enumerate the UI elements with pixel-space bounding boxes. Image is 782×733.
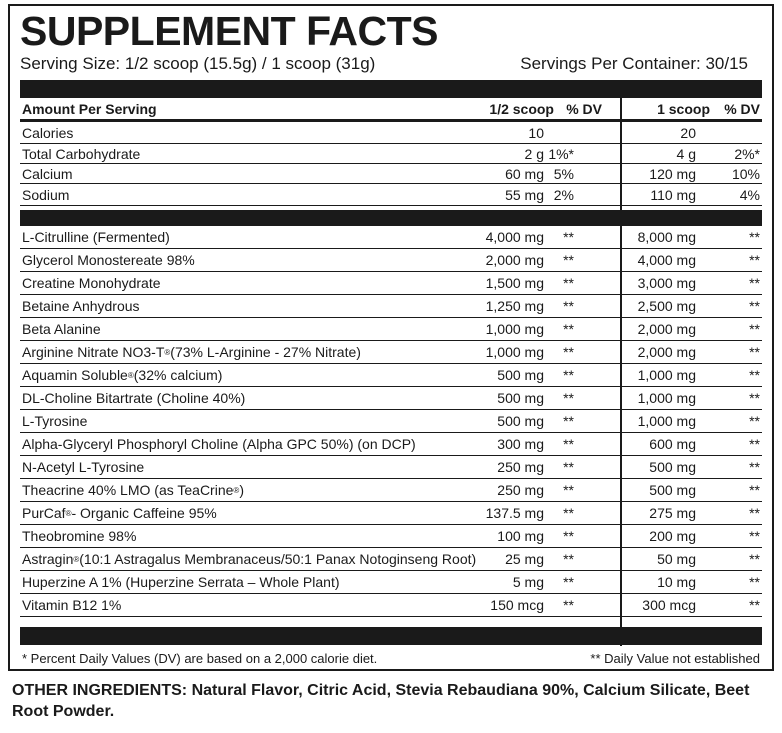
cell-half: 250 mg [497,459,544,475]
cell-name: Alpha-Glyceryl Phosphoryl Choline (Alpha GPC 50%) (on DCP) [22,436,416,452]
cell-name: Calcium [22,165,73,182]
cell-half: 5 mg [512,574,544,590]
table-row [20,433,762,456]
cell-one: 50 mg [657,551,696,567]
cell-half: 60 mg [505,165,544,182]
cell-name: Creatine Monohydrate [22,275,161,291]
cell-one: 300 mcg [642,597,696,613]
cell-one-dv: ** [749,367,760,383]
header-one-dv: % DV [724,100,760,117]
table-row [20,164,762,184]
cell-one: 2,000 mg [637,344,696,360]
table-row [20,122,762,144]
table-row [20,410,762,433]
cell-name: Vitamin B12 1% [22,597,122,613]
cell-half-dv: ** [563,459,574,475]
cell-one-dv: 4% [739,186,760,203]
header-amount: Amount Per Serving [22,100,157,117]
cell-one: 110 mg [650,186,696,203]
cell-name: Betaine Anhydrous [22,298,140,314]
table-row [20,571,762,594]
cell-name: Calories [22,124,74,141]
cell-half: 1,250 mg [485,298,544,314]
cell-one-dv: ** [749,597,760,613]
cell-name: Total Carbohydrate [22,145,141,162]
serving-size: Serving Size: 1/2 scoop (15.5g) / 1 scoop (31g) [20,54,376,73]
cell-one-dv: ** [749,298,760,314]
cell-name: Beta Alanine [22,321,101,337]
cell-one: 1,000 mg [637,413,696,429]
cell-half-dv: ** [563,229,574,245]
cell-one-dv: ** [749,551,760,567]
cell-half: 100 mg [497,528,544,544]
cell-half-dv: 1%* [548,145,574,162]
cell-one: 275 mg [649,505,696,521]
cell-one-dv: ** [749,390,760,406]
cell-half-dv: ** [563,252,574,268]
cell-half: 1,000 mg [485,344,544,360]
table-row [20,272,762,295]
cell-one: 600 mg [649,436,696,452]
header-one-scoop: 1 scoop [657,100,710,117]
other-ingredients: OTHER INGREDIENTS: Natural Flavor, Citric Acid, Stevia Rebaudiana 90%, Calcium Silicate, Beet Root Powder. [12,682,750,720]
cell-half-dv: ** [563,367,574,383]
cell-half-dv: ** [563,321,574,337]
table-row [20,594,762,617]
divider-bar-bottom [20,627,762,645]
cell-half: 1,500 mg [485,275,544,291]
header-half-scoop: 1/2 scoop [489,100,554,117]
cell-name: Astragin ® (10:1 Astragalus Membranaceus/50:1 Panax Notoginseng Root) [22,551,477,567]
header-half-dv: % DV [566,100,602,117]
cell-half-dv: ** [563,482,574,498]
cell-one: 500 mg [649,459,696,475]
column-divider [620,98,622,646]
cell-half: 2,000 mg [485,252,544,268]
cell-one: 8,000 mg [637,229,696,245]
cell-name: Huperzine A 1% (Huperzine Serrata – Whole Plant) [22,574,340,590]
cell-one: 1,000 mg [637,367,696,383]
cell-half: 250 mg [497,482,544,498]
cell-half-dv: ** [563,344,574,360]
table-row [20,502,762,525]
cell-half-dv: ** [563,390,574,406]
footnote-daily-values: * Percent Daily Values (DV) are based on a 2,000 calorie diet. [22,651,378,666]
cell-half: 55 mg [505,186,544,203]
servings-per-container: Servings Per Container: 30/15 [520,54,748,73]
cell-name: DL-Choline Bitartrate (Choline 40%) [22,390,246,406]
cell-one: 20 [680,124,696,141]
cell-one-dv: ** [749,321,760,337]
cell-one-dv: ** [749,482,760,498]
table-row [20,525,762,548]
supplement-facts-panel [8,4,774,671]
cell-half-dv: ** [563,413,574,429]
cell-one-dv: ** [749,459,760,475]
table-row [20,341,762,364]
cell-one-dv: ** [749,574,760,590]
table-row [20,318,762,341]
cell-one-dv: ** [749,344,760,360]
cell-name: Sodium [22,186,70,203]
cell-half-dv [544,122,584,143]
cell-half: 137.5 mg [485,505,544,521]
table-header-row [20,98,762,122]
cell-one: 2,500 mg [637,298,696,314]
table-row [20,548,762,571]
cell-one-dv: ** [749,505,760,521]
cell-one-dv: ** [749,413,760,429]
cell-half: 500 mg [497,390,544,406]
cell-half: 1,000 mg [485,321,544,337]
table-row [20,387,762,410]
cell-half-dv: ** [563,298,574,314]
divider-bar-top [20,80,762,98]
cell-half-dv: 2% [553,186,574,203]
cell-one-dv: 10% [731,165,760,182]
cell-half-dv: ** [563,551,574,567]
table-row [20,295,762,318]
cell-one-dv: ** [749,252,760,268]
cell-one-dv: ** [749,436,760,452]
divider-bar-middle [20,210,762,226]
label-title: SUPPLEMENT FACTS [20,8,438,54]
cell-name: Arginine Nitrate NO3-T ® (73% L-Arginine - 27% Nitrate) [22,344,361,360]
table-row [20,249,762,272]
cell-one: 4,000 mg [637,252,696,268]
cell-name: Glycerol Monostereate 98% [22,252,195,268]
cell-one: 1,000 mg [637,390,696,406]
cell-half-dv: ** [563,528,574,544]
cell-half: 4,000 mg [485,229,544,245]
cell-one: 500 mg [649,482,696,498]
cell-one: 10 mg [657,574,696,590]
cell-one-dv: ** [749,275,760,291]
cell-half: 2 g [524,145,544,162]
cell-name: Theobromine 98% [22,528,137,544]
cell-half-dv: ** [563,574,574,590]
cell-half-dv: ** [563,275,574,291]
cell-one-dv: ** [749,528,760,544]
table-row [20,364,762,387]
cell-name: Theacrine 40% LMO (as TeaCrine ® ) [22,482,244,498]
cell-half: 300 mg [497,436,544,452]
cell-half: 150 mcg [490,597,544,613]
cell-one: 200 mg [649,528,696,544]
cell-half-dv: ** [563,436,574,452]
table-row [20,456,762,479]
table-row [20,479,762,502]
cell-one: 3,000 mg [637,275,696,291]
footnote-not-established: ** Daily Value not established [590,651,760,666]
cell-name: N-Acetyl L-Tyrosine [22,459,145,475]
cell-name: Aquamin Soluble ® (32% calcium) [22,367,223,383]
cell-name: L-Citrulline (Fermented) [22,229,170,245]
table-row [20,184,762,206]
cell-half: 25 mg [505,551,544,567]
cell-half-dv: ** [563,597,574,613]
cell-one: 120 mg [649,165,696,182]
cell-one-dv: 2%* [734,145,760,162]
cell-one: 2,000 mg [637,321,696,337]
cell-half: 500 mg [497,367,544,383]
cell-half-dv: 5% [553,165,574,182]
cell-one-dv: ** [749,229,760,245]
cell-one: 4 g [676,145,696,162]
cell-name: PurCaf ® - Organic Caffeine 95% [22,505,217,521]
cell-name: L-Tyrosine [22,413,88,429]
cell-half: 500 mg [497,413,544,429]
table-row [20,144,762,164]
cell-half-dv: ** [563,505,574,521]
cell-half: 10 [528,124,544,141]
table-row [20,226,762,249]
